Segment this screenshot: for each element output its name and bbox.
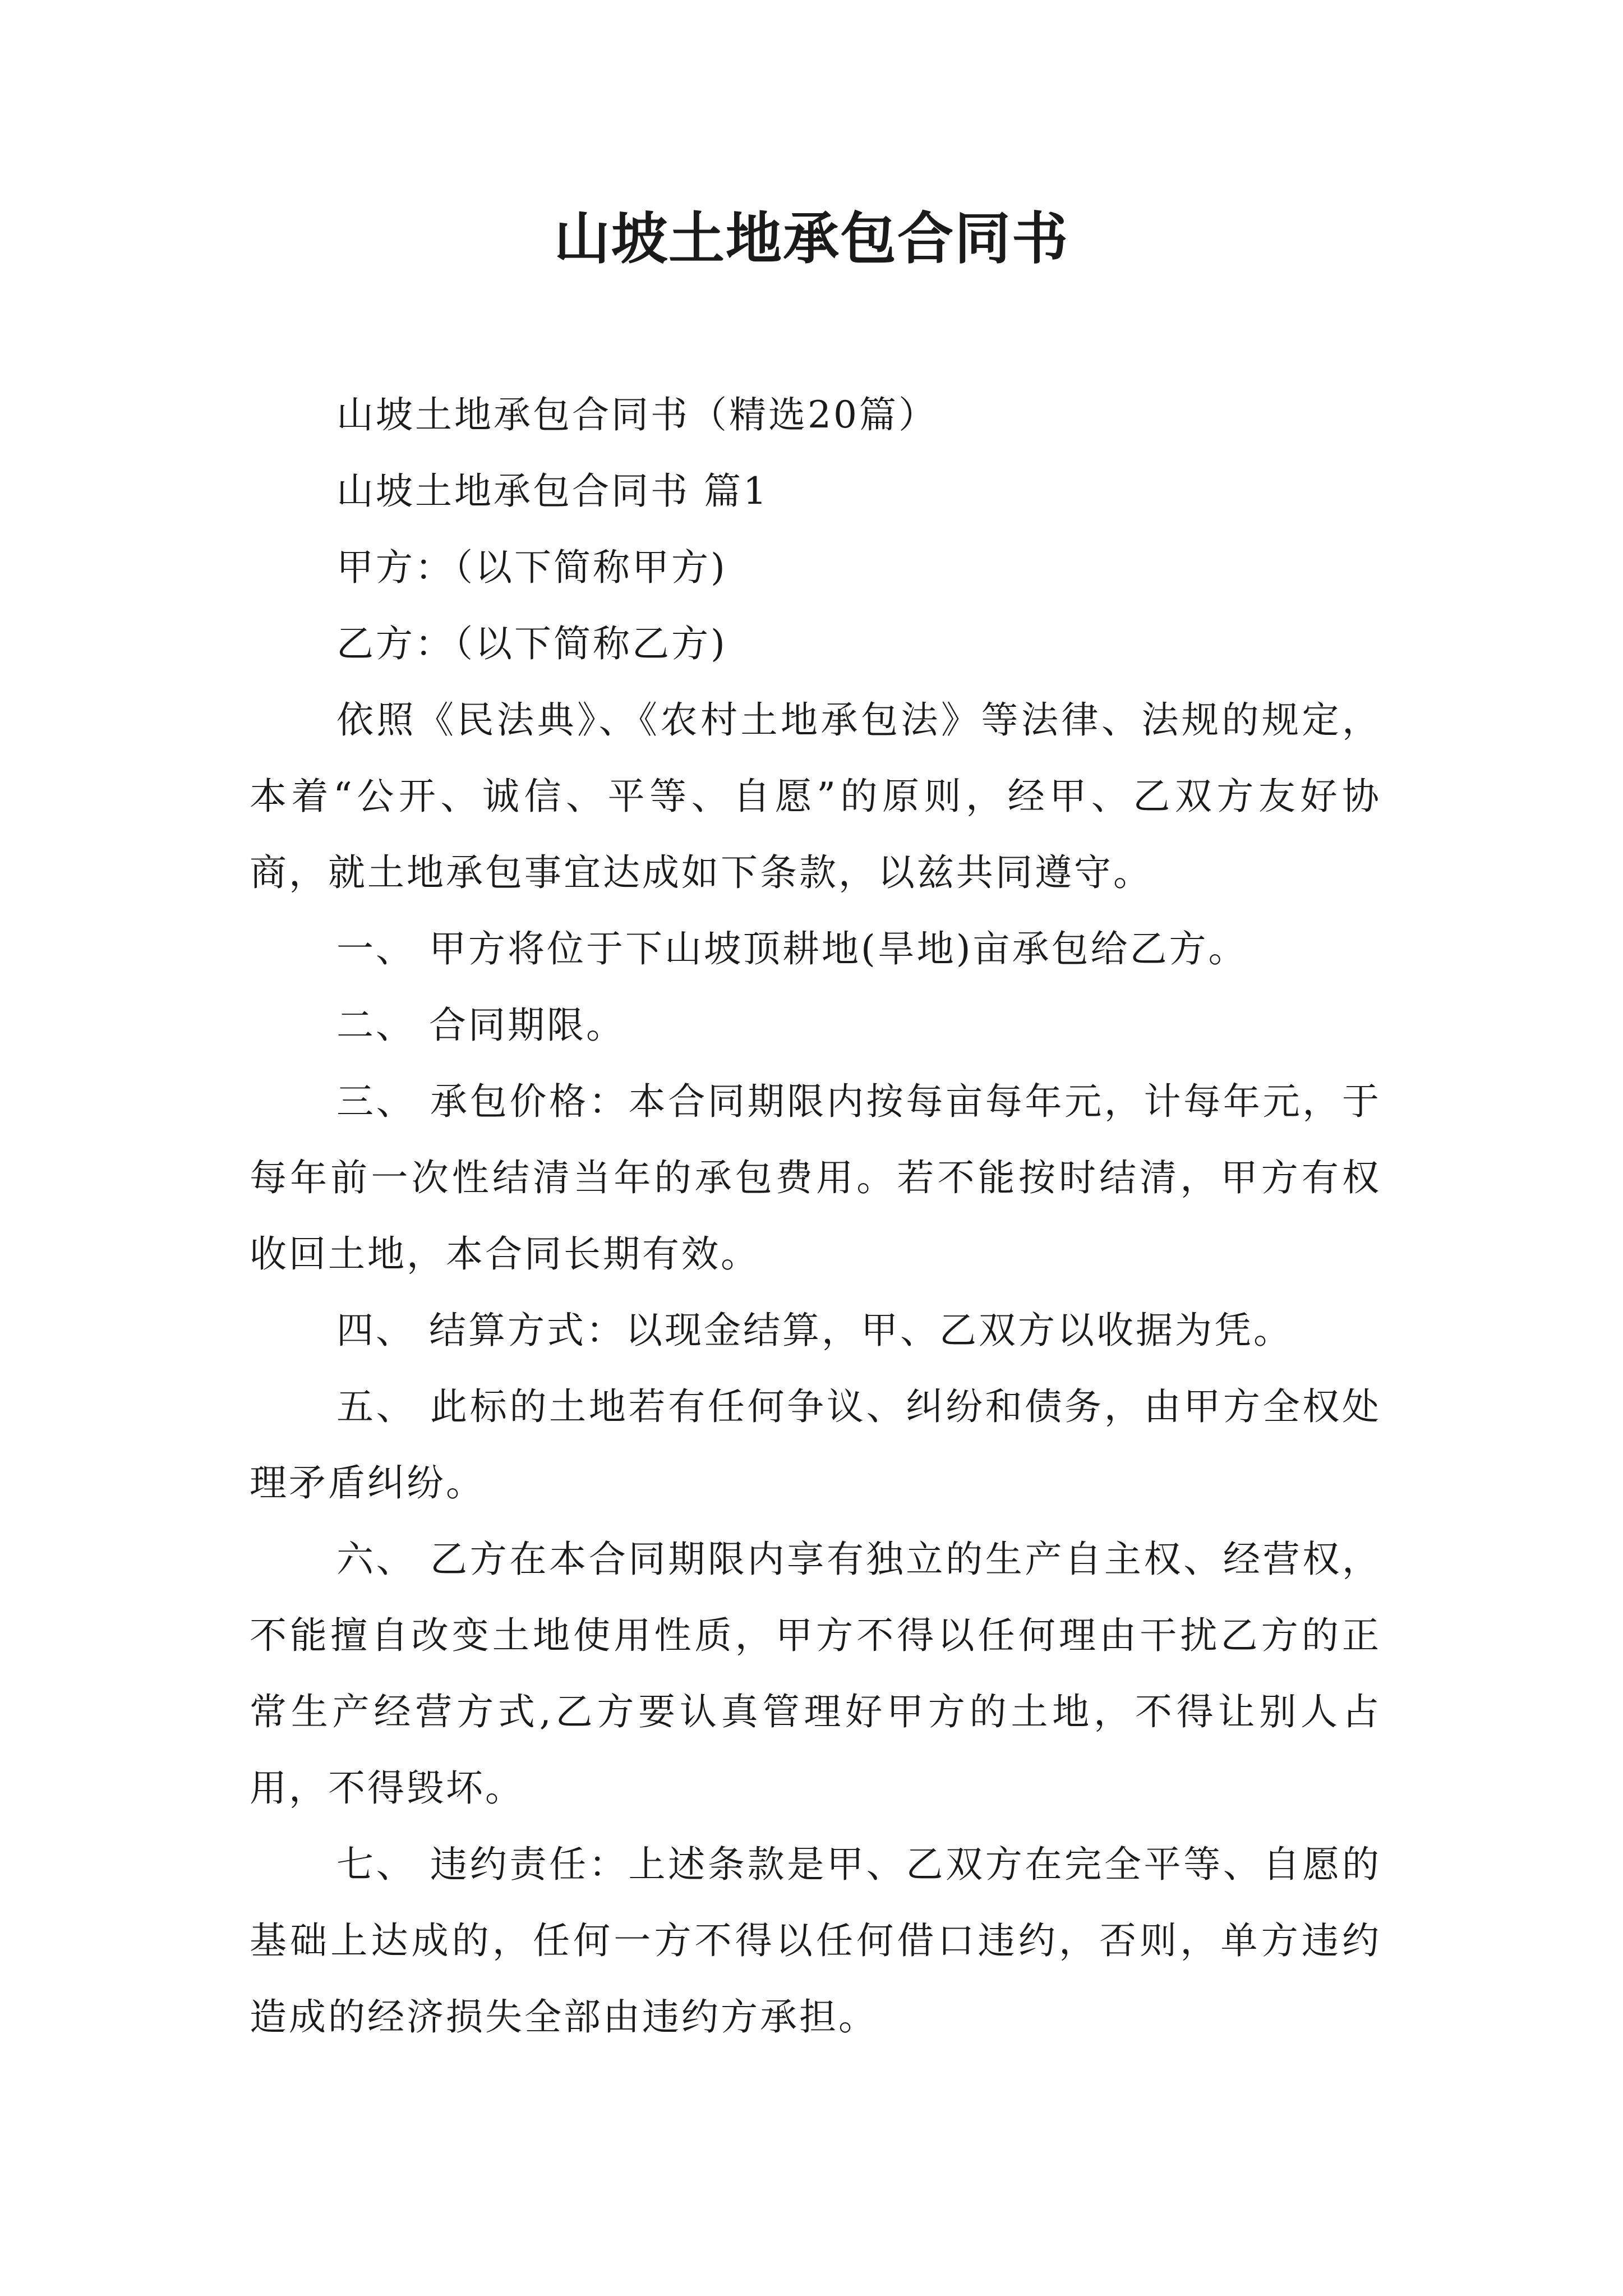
document-title: 山坡土地承包合同书	[554, 205, 1069, 272]
clause-4: 四、 结算方式：以现金结算，甲、乙双方以收据为凭。	[336, 1309, 1293, 1352]
document-body	[250, 377, 1381, 2055]
clause-5: 五、 此标的土地若有任何争议、纠纷和债务，由甲方全权处理矛盾纠纷。	[250, 1385, 1381, 1504]
clause-7: 七、 违约责任：上述条款是甲、乙双方在完全平等、自愿的基础上达成的，任何一方不得以任何借口违约，否则，单方违约造成的经济损失全部由违约方承担。	[250, 1843, 1381, 2039]
clause-1: 一、 甲方将位于下山坡顶耕地(旱地)亩承包给乙方。	[336, 927, 1248, 970]
collection-heading: 山坡土地承包合同书（精选20篇）	[336, 393, 938, 436]
section-heading: 山坡土地承包合同书 篇1	[336, 470, 769, 513]
clause-2: 二、 合同期限。	[336, 1004, 625, 1047]
clause-3: 三、 承包价格：本合同期限内按每亩每年元，计每年元，于每年前一次性结清当年的承包费用。若不能按时结清，甲方有权收回土地，本合同长期有效。	[250, 1080, 1381, 1276]
party-a-line: 甲方：（以下简称甲方)	[336, 546, 727, 589]
party-b-line: 乙方：（以下简称乙方)	[336, 622, 727, 665]
preamble-paragraph: 依照《民法典》、《农村土地承包法》等法律、法规的规定，本着“公开、诚信、平等、自愿”的原则，经甲、乙双方友好协商，就土地承包事宜达成如下条款，以兹共同遵守。	[250, 698, 1381, 894]
clause-6: 六、 乙方在本合同期限内享有独立的生产自主权、经营权，不能擅自改变土地使用性质，甲方不得以任何理由干扰乙方的正常生产经营方式,乙方要认真管理好甲方的土地，不得让别人占用，不得毁坏。	[250, 1538, 1381, 1810]
